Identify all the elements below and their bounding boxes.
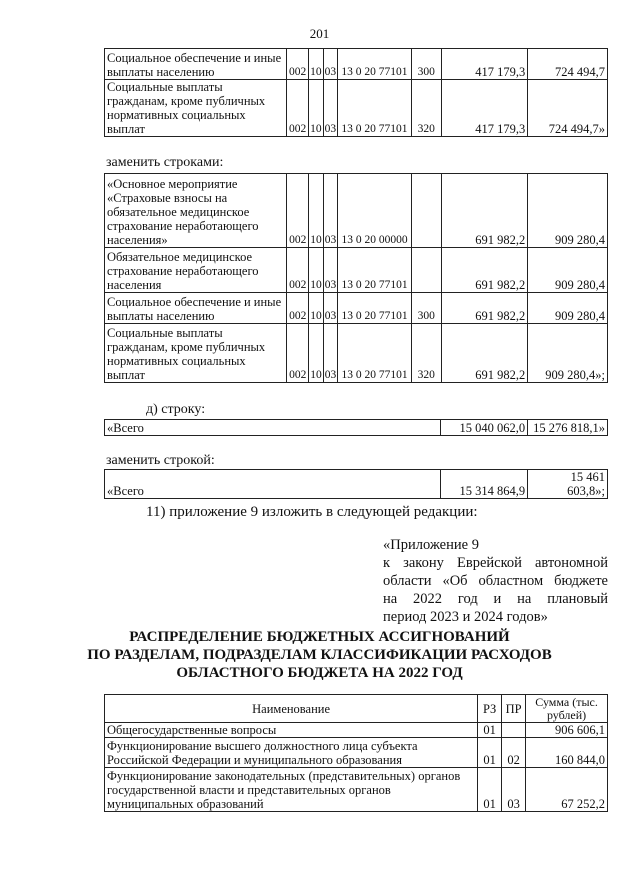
code-section: 10 bbox=[309, 324, 324, 383]
title-line: ПО РАЗДЕЛАМ, ПОДРАЗДЕЛАМ КЛАССИФИКАЦИИ РАСХОДОВ bbox=[87, 647, 552, 663]
code-ministry: 002 bbox=[287, 324, 309, 383]
value-2023: 417 179,3 bbox=[441, 80, 528, 137]
code-type: 320 bbox=[411, 324, 441, 383]
code-type bbox=[411, 248, 441, 293]
table-row bbox=[105, 248, 608, 293]
code-section: 10 bbox=[309, 248, 324, 293]
row-name: Общегосударственные вопросы bbox=[105, 723, 478, 738]
code-ministry: 002 bbox=[287, 248, 309, 293]
row-rz: 01 bbox=[478, 768, 502, 812]
code-subsection: 03 bbox=[323, 248, 338, 293]
table-row bbox=[105, 80, 608, 137]
code-ministry: 002 bbox=[287, 174, 309, 248]
total-2023: 15 040 062,0 bbox=[441, 420, 528, 436]
value-2023: 417 179,3 bbox=[441, 49, 528, 80]
row-name: Функционирование законодательных (представительных) органов государственной власти и представительных органов муниципальных образований bbox=[105, 768, 478, 812]
page-title bbox=[0, 628, 639, 682]
code-section: 10 bbox=[309, 174, 324, 248]
code-type: 300 bbox=[411, 293, 441, 324]
code-subsection: 03 bbox=[323, 324, 338, 383]
row-sum: 906 606,1 bbox=[526, 723, 608, 738]
code-type bbox=[411, 174, 441, 248]
page-number: 201 bbox=[309, 26, 330, 41]
appendix-block bbox=[383, 536, 608, 626]
table-row bbox=[105, 738, 608, 768]
row-name: Социальные выплаты гражданам, кроме публичных нормативных социальных выплат bbox=[105, 80, 287, 137]
replace-row-label: заменить строкой: bbox=[106, 453, 215, 468]
appendix-line: период 2023 и 2024 годов» bbox=[383, 609, 548, 625]
replace-rows-label: заменить строками: bbox=[106, 155, 224, 170]
table-row bbox=[105, 293, 608, 324]
total-label: «Всего bbox=[105, 420, 441, 436]
table-row bbox=[105, 768, 608, 812]
row-rz: 01 bbox=[478, 738, 502, 768]
total-2023: 15 314 864,9 bbox=[441, 470, 528, 499]
value-2023: 691 982,2 bbox=[441, 248, 528, 293]
appendix-line: области «Об областном бюджете bbox=[383, 573, 608, 589]
header-rz: РЗ bbox=[478, 695, 502, 723]
code-type: 300 bbox=[411, 49, 441, 80]
appendix-line: к закону Еврейской автономной bbox=[383, 555, 608, 571]
row-pr: 02 bbox=[502, 738, 526, 768]
code-subsection: 03 bbox=[323, 174, 338, 248]
value-2023: 691 982,2 bbox=[441, 174, 528, 248]
row-name: Обязательное медицинское страхование неработающего населения bbox=[105, 248, 287, 293]
table-header-row bbox=[105, 695, 608, 723]
row-name: Социальные выплаты гражданам, кроме публичных нормативных социальных выплат bbox=[105, 324, 287, 383]
row-name: Функционирование высшего должностного лица субъекта Российской Федерации и муниципального образования bbox=[105, 738, 478, 768]
code-ministry: 002 bbox=[287, 80, 309, 137]
code-target: 13 0 20 77101 bbox=[338, 293, 412, 324]
total-table-new bbox=[104, 469, 608, 499]
header-sum: Сумма (тыс. рублей) bbox=[526, 695, 608, 723]
code-target: 13 0 20 77101 bbox=[338, 248, 412, 293]
header-pr: ПР bbox=[502, 695, 526, 723]
row-name: Социальное обеспечение и иные выплаты населению bbox=[105, 49, 287, 80]
code-section: 10 bbox=[309, 80, 324, 137]
value-2023: 691 982,2 bbox=[441, 293, 528, 324]
title-line: РАСПРЕДЕЛЕНИЕ БЮДЖЕТНЫХ АССИГНОВАНИЙ bbox=[129, 629, 510, 645]
value-2023: 691 982,2 bbox=[441, 324, 528, 383]
budget-table-old bbox=[104, 48, 608, 137]
code-section: 10 bbox=[309, 293, 324, 324]
header-name: Наименование bbox=[105, 695, 478, 723]
row-label: д) строку: bbox=[146, 402, 206, 417]
row-pr bbox=[502, 723, 526, 738]
value-2024: 909 280,4 bbox=[528, 174, 608, 248]
table-row bbox=[105, 324, 608, 383]
table-row bbox=[105, 174, 608, 248]
table-row bbox=[105, 723, 608, 738]
total-2024: 15 461 603,8»; bbox=[528, 470, 608, 499]
row-name: «Основное мероприятие «Страховые взносы на обязательное медицинское страхование неработающего населения» bbox=[105, 174, 287, 248]
title-line: ОБЛАСТНОГО БЮДЖЕТА НА 2022 ГОД bbox=[176, 665, 463, 681]
value-2024: 909 280,4 bbox=[528, 248, 608, 293]
appendix-line: на 2022 год и на плановый bbox=[383, 591, 608, 607]
code-target: 13 0 20 00000 bbox=[338, 174, 412, 248]
code-subsection: 03 bbox=[323, 80, 338, 137]
table-row bbox=[105, 420, 608, 436]
row-sum: 160 844,0 bbox=[526, 738, 608, 768]
row-rz: 01 bbox=[478, 723, 502, 738]
value-2024: 909 280,4»; bbox=[528, 324, 608, 383]
budget-table-new bbox=[104, 173, 608, 383]
allocation-table bbox=[104, 694, 608, 812]
total-2024: 15 276 818,1» bbox=[528, 420, 608, 436]
value-2024: 724 494,7» bbox=[528, 80, 608, 137]
code-section: 10 bbox=[309, 49, 324, 80]
table-row bbox=[105, 49, 608, 80]
appendix-line: «Приложение 9 bbox=[383, 537, 479, 553]
total-label: «Всего bbox=[105, 470, 441, 499]
table-row bbox=[105, 470, 608, 499]
code-subsection: 03 bbox=[323, 293, 338, 324]
code-target: 13 0 20 77101 bbox=[338, 324, 412, 383]
row-pr: 03 bbox=[502, 768, 526, 812]
value-2024: 724 494,7 bbox=[528, 49, 608, 80]
code-target: 13 0 20 77101 bbox=[338, 80, 412, 137]
code-ministry: 002 bbox=[287, 293, 309, 324]
total-table-old bbox=[104, 419, 608, 436]
code-subsection: 03 bbox=[323, 49, 338, 80]
code-target: 13 0 20 77101 bbox=[338, 49, 412, 80]
row-sum: 67 252,2 bbox=[526, 768, 608, 812]
code-type: 320 bbox=[411, 80, 441, 137]
code-ministry: 002 bbox=[287, 49, 309, 80]
value-2024: 909 280,4 bbox=[528, 293, 608, 324]
row-name: Социальное обеспечение и иные выплаты населению bbox=[105, 293, 287, 324]
item-11-text: 11) приложение 9 изложить в следующей редакции: bbox=[146, 504, 478, 520]
